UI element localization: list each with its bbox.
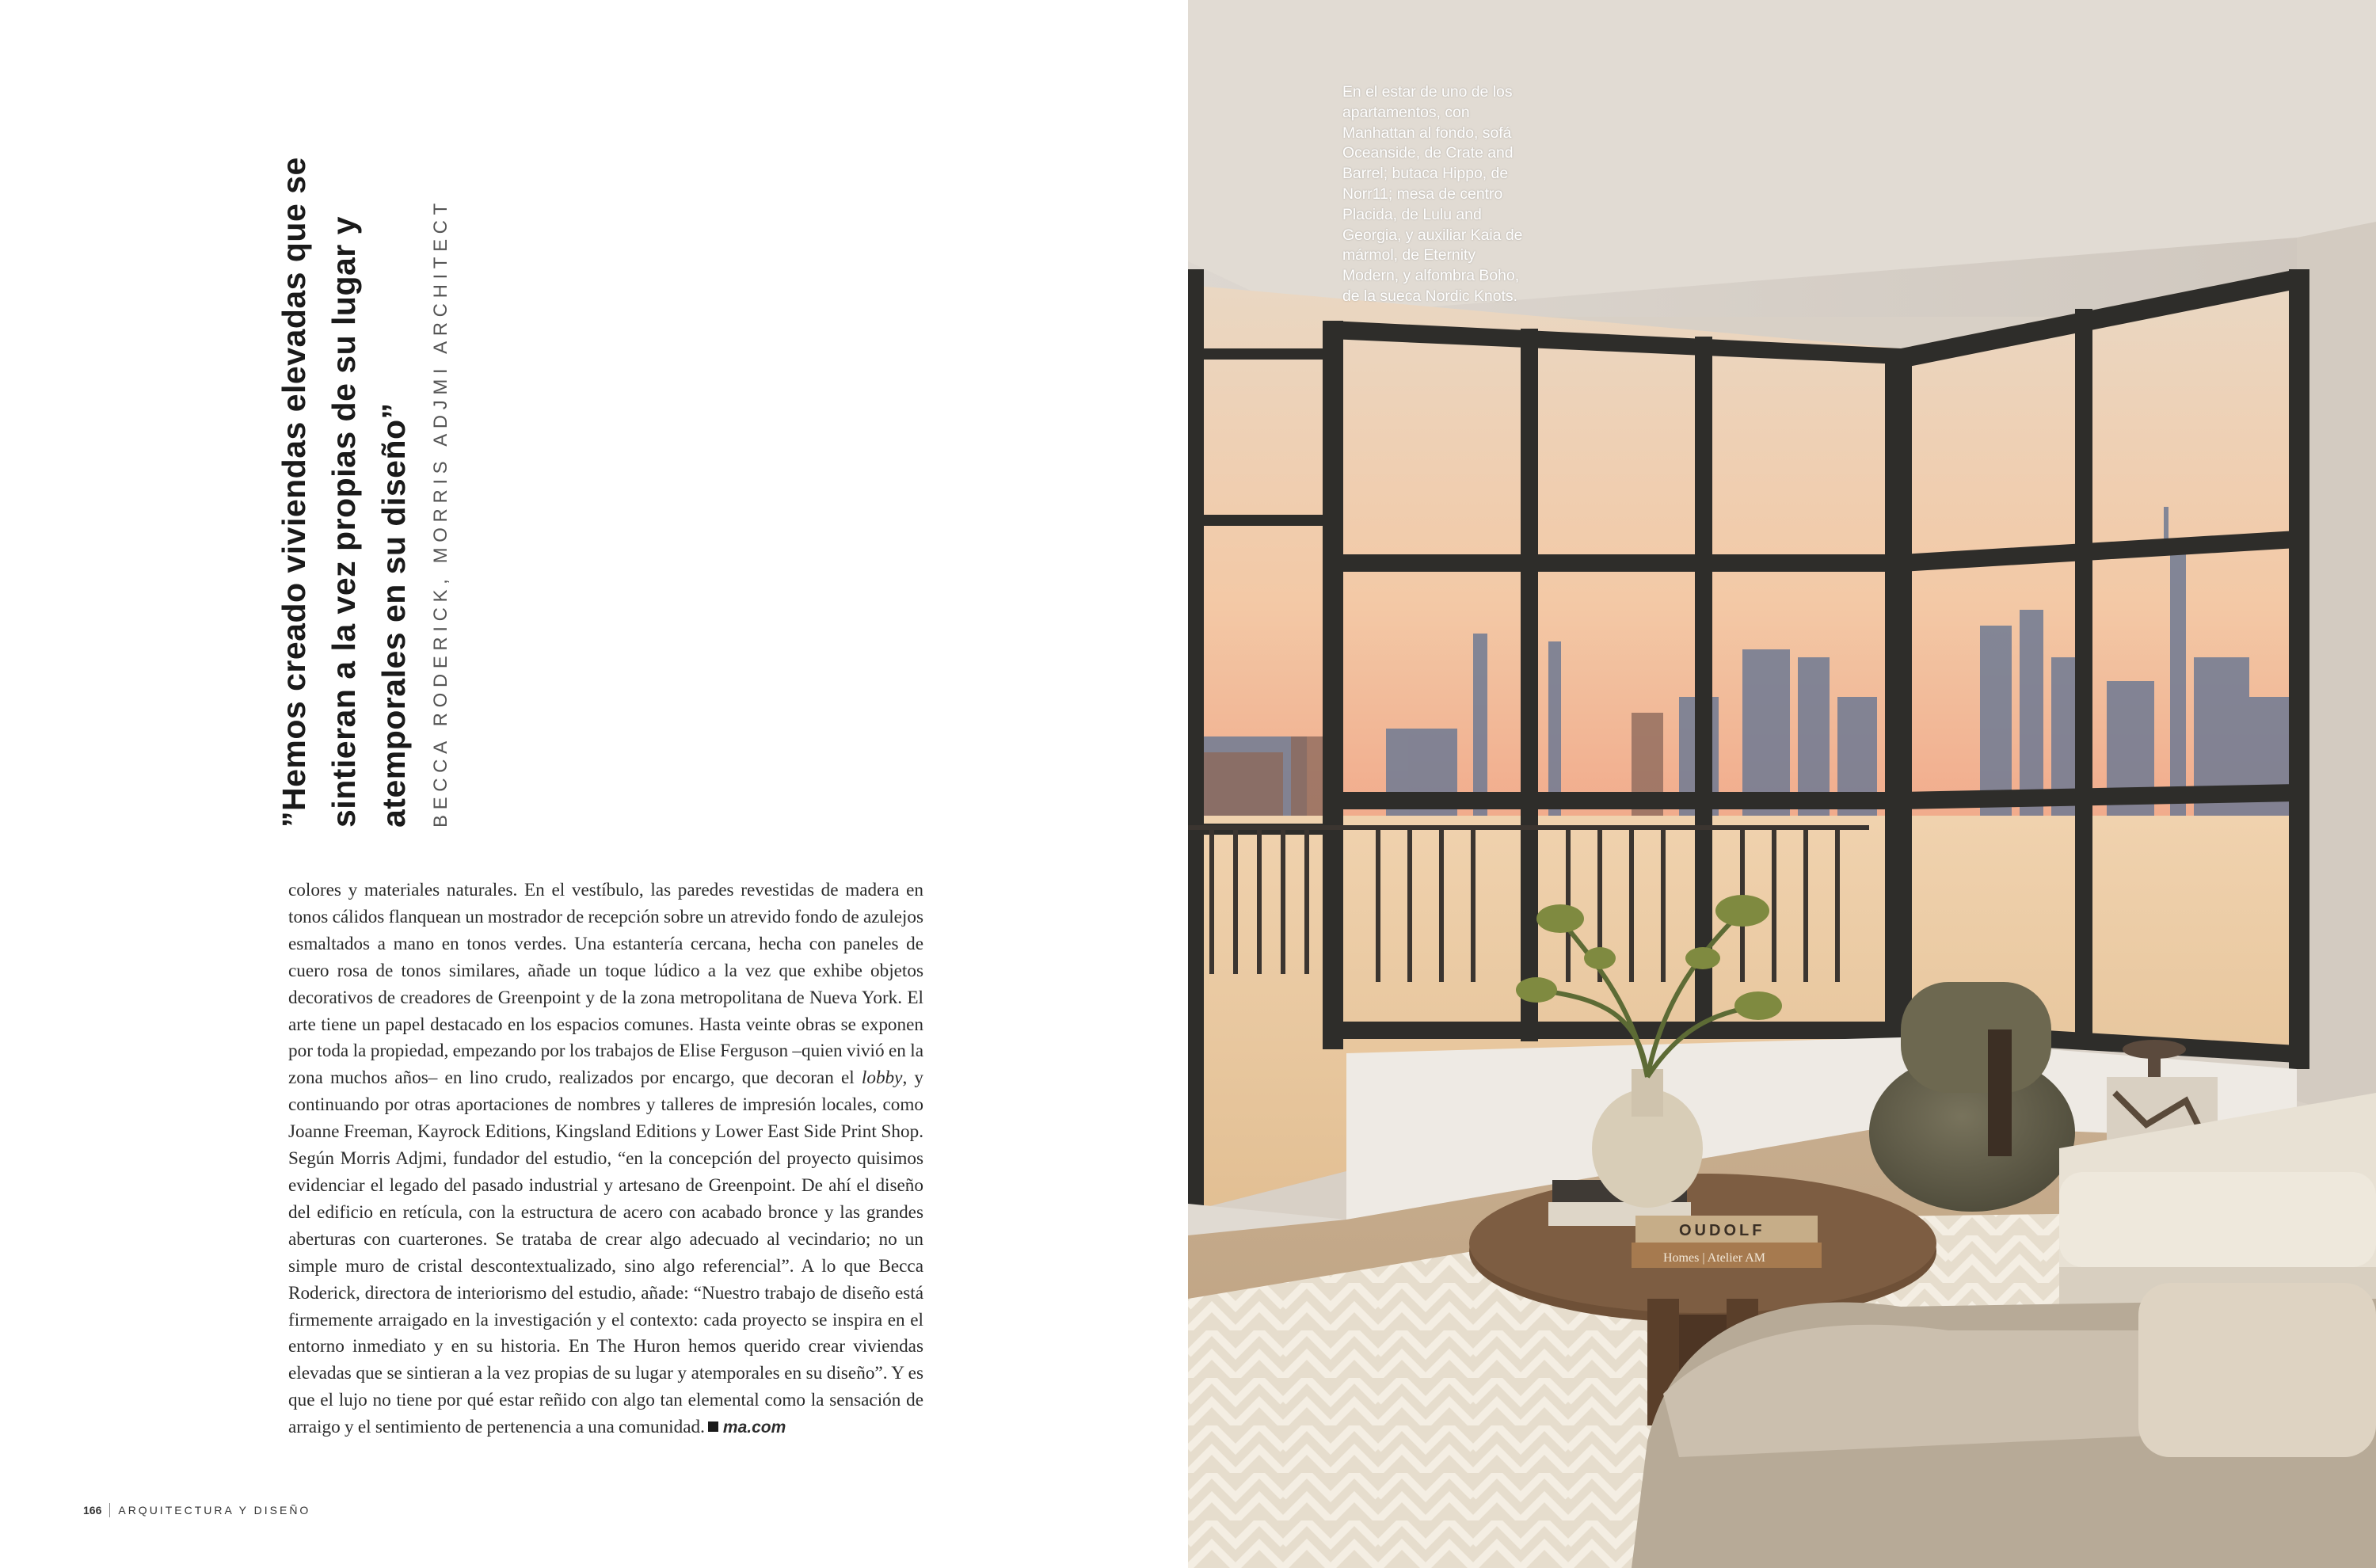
website-link[interactable]: ma.com [722, 1418, 786, 1437]
article-paragraph [288, 877, 923, 1441]
photo-caption: En el estar de uno de los apartamentos, con Manhattan al fondo, sofá Oceanside, de Crate and Barrel; butaca Hippo, de Norr11; mesa de centro Placida, de Lulu and Georgia, y auxiliar Kaia de mármol, de Eternity Modern, y alfombra Boho, de la sueca Nordic Knots. [1342, 83, 1523, 305]
end-mark-icon [708, 1421, 718, 1432]
section-name: ARQUITECTURA Y DISEÑO [118, 1504, 311, 1517]
body-text-part-1: colores y materiales naturales. En el vestíbulo, las paredes revestidas de madera en tonos cálidos flanquean un mostrador de recepción sobre un atrevido fondo de azulejos esmaltados a mano en tonos verdes. Una estantería cercana, hecha con paneles de cuero rosa de tonos similares, añade un toque lúdico a la vez que exhibe objetos decorativos de creadores de Greenpoint y de la zona metropolitana de Nueva York. El arte tiene un papel destacado en los espacios comunes. Hasta veinte obras se exponen por toda la propiedad, empezando por los trabajos de Elise Ferguson –quien vivió en la zona muchos años– en lino crudo, realizados por encargo, que decoran el [288, 880, 923, 1089]
pull-quote-credit: BECCA RODERICK, MORRIS ADJMI ARCHITECT [430, 198, 451, 828]
lobby-italic: lobby [861, 1068, 903, 1089]
pull-quote [269, 115, 452, 828]
book-spine-label: Homes | Atelier AM [1663, 1251, 1765, 1265]
book-cover-label: OUDOLF [1679, 1222, 1765, 1239]
footer-divider [109, 1503, 110, 1517]
page-footer [83, 1503, 310, 1517]
article-body [288, 877, 923, 1441]
right-page [1188, 0, 2376, 1568]
body-text-part-2: , y continuando por otras aportaciones de nombres y talleres de impresión locales, como Joanne Freeman, Kayrock Editions, Kingsland Editions y Lower East Side Print Shop. Según Morris Adjmi, fundador del estudio, “en la concepción del proyecto quisimos evidenciar el legado del pasado industrial y artesano de Greenpoint. De ahí el diseño del edificio en retícula, con la estructura de acero con acabado bronce y las grandes aberturas con cuarterones. Se trataba de crear algo adecuado al vecindario; no un simple muro de cristal descontextualizado, sino algo referencial”. A lo que Becca Roderick, directora de interiorismo del estudio, añade: “Nuestro trabajo de diseño está firmemente arraigado en la investigación y el contexto: cada proyecto se inspira en el entorno inmediato y en su historia. En The Huron hemos querido crear viviendas elevadas que se sintieran a la vez propias de su lugar y atemporales en su diseño”. Y es que el lujo no tiene por qué estar reñido con algo tan elemental como la sensación de arraigo y el sentimiento de pertenencia a una comunidad. [288, 1068, 924, 1438]
page-number: 166 [83, 1504, 102, 1517]
pull-quote-text: ”Hemos creado viviendas elevadas que se sintieran a la vez propias de su lugar y atemporales en su diseño” [276, 157, 412, 828]
